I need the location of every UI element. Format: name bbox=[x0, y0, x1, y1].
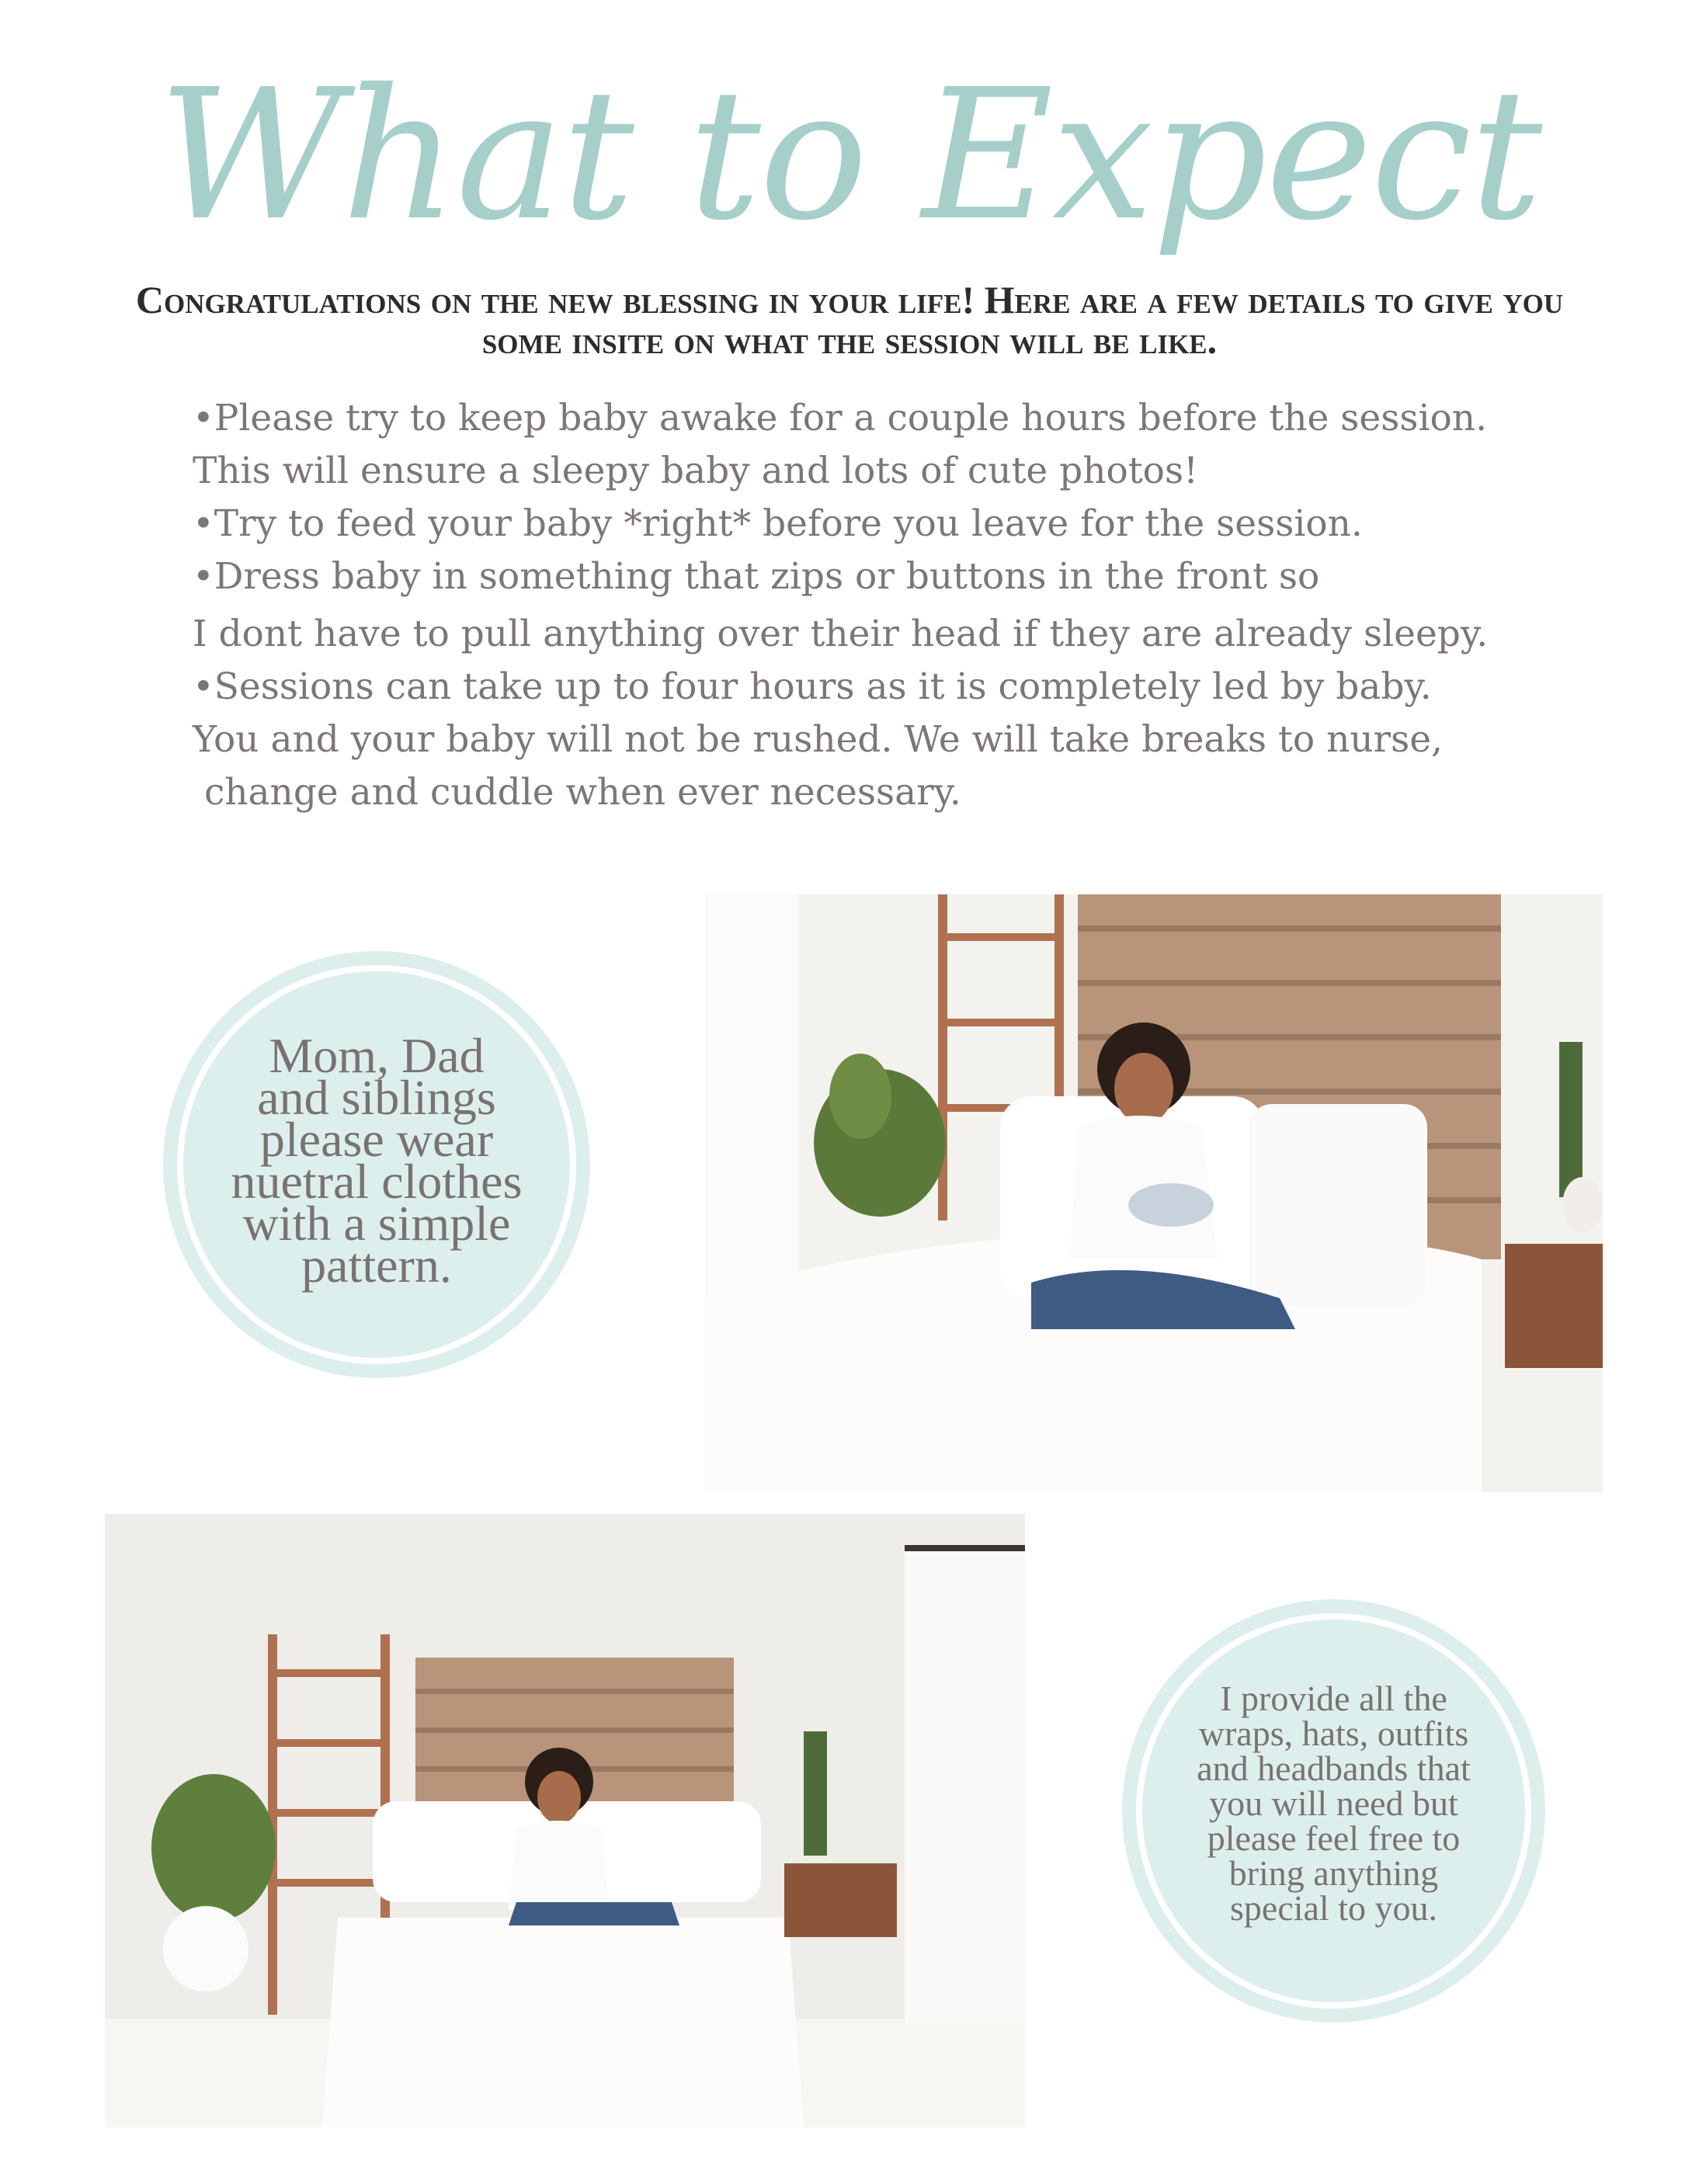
tip-line: •Please try to keep baby awake for a couple hours before the session. bbox=[193, 397, 1488, 439]
tip-line: •Try to feed your baby *right* before you leave for the session. bbox=[193, 502, 1363, 545]
family-clothing-note bbox=[163, 951, 590, 1378]
note-line: please feel free to bbox=[1207, 1818, 1461, 1858]
tip-line: •Dress baby in something that zips or buttons in the front so bbox=[193, 555, 1320, 598]
tip-line: •Sessions can take up to four hours as it is completely led by baby. bbox=[193, 665, 1432, 708]
mother-baby-bed-photo-wide bbox=[105, 1514, 1025, 2127]
note-line: with a simple bbox=[242, 1196, 511, 1251]
note-line: wraps, hats, outfits bbox=[1198, 1714, 1469, 1753]
page-title: What to Expect bbox=[158, 50, 1541, 260]
tip-line: This will ensure a sleepy baby and lots of cute photos! bbox=[193, 450, 1198, 492]
note-line: pattern. bbox=[301, 1238, 452, 1293]
note-line: bring anything bbox=[1228, 1853, 1439, 1893]
intro-subtitle: Congratulations on the new blessing in your life! Here are a few details to give you some insite on what the session will be like. bbox=[135, 278, 1564, 362]
note-line: and headbands that bbox=[1197, 1748, 1471, 1788]
note-line: nuetral clothes bbox=[231, 1154, 523, 1209]
note-line: special to you. bbox=[1230, 1888, 1437, 1928]
mother-baby-bed-photo-closeup bbox=[705, 894, 1603, 1492]
note-line: I provide all the bbox=[1220, 1679, 1447, 1718]
provided-items-text bbox=[1171, 1679, 1497, 1928]
tip-line: I dont have to pull anything over their head if they are already sleepy. bbox=[193, 613, 1489, 655]
provided-items-note bbox=[1122, 1599, 1545, 2023]
session-tips bbox=[193, 392, 1559, 819]
tip-line: change and cuddle when ever necessary. bbox=[193, 771, 961, 814]
family-clothing-text bbox=[214, 1028, 540, 1293]
tip-line: You and your baby will not be rushed. We will take breaks to nurse, bbox=[193, 718, 1443, 761]
note-line: and siblings bbox=[257, 1070, 496, 1125]
note-line: please wear bbox=[259, 1112, 494, 1167]
note-line: you will need but bbox=[1209, 1783, 1458, 1823]
note-line: Mom, Dad bbox=[269, 1028, 485, 1083]
